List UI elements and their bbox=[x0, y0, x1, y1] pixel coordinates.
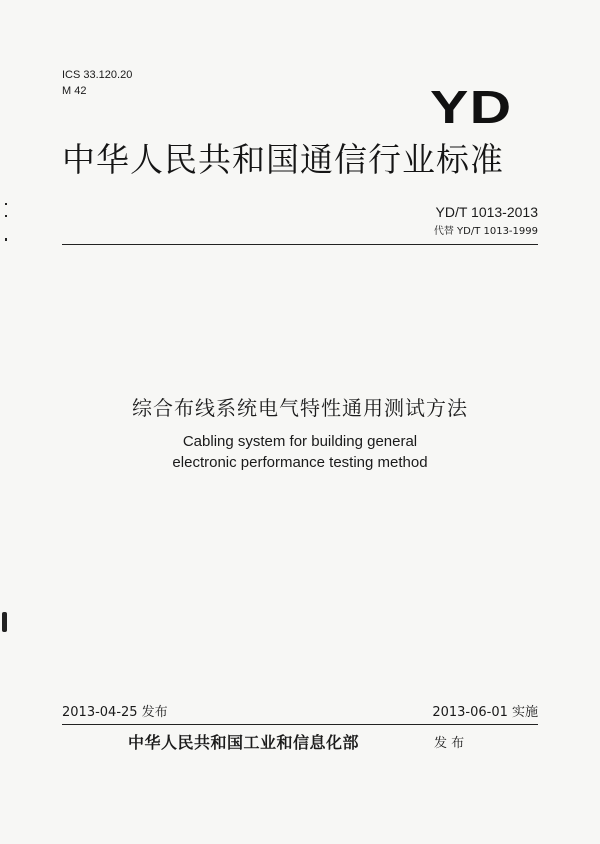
scan-mark bbox=[2, 612, 7, 632]
english-title-line-2: electronic performance testing method bbox=[172, 454, 428, 471]
replaced-standard: 代替 YD/T 1013-1999 bbox=[433, 226, 538, 237]
english-title-line-1: Cabling system for building general bbox=[182, 433, 418, 450]
standard-type-heading: 中华人民共和国通信行业标准 bbox=[62, 140, 504, 179]
scan-mark bbox=[5, 203, 7, 205]
standard-number: YD/T 1013-2013 bbox=[435, 204, 538, 220]
publisher-name: 中华人民共和国工业和信息化部 bbox=[128, 733, 360, 752]
implementation-date: 2013-06-01 实施 bbox=[432, 705, 538, 720]
yd-logo: YD bbox=[430, 81, 513, 133]
scan-mark bbox=[5, 238, 7, 241]
scan-mark bbox=[5, 215, 7, 217]
ics-code: ICS 33.120.20 bbox=[62, 69, 133, 81]
document-title-english bbox=[0, 431, 600, 473]
issue-date: 2013-04-25 发布 bbox=[62, 705, 168, 720]
publish-label: 发 布 bbox=[434, 736, 465, 751]
document-title-chinese: 综合布线系统电气特性通用测试方法 bbox=[132, 396, 468, 420]
classification-code: M 42 bbox=[62, 85, 87, 97]
top-divider bbox=[62, 244, 538, 245]
bottom-divider bbox=[62, 724, 538, 725]
classification-block bbox=[62, 67, 132, 99]
